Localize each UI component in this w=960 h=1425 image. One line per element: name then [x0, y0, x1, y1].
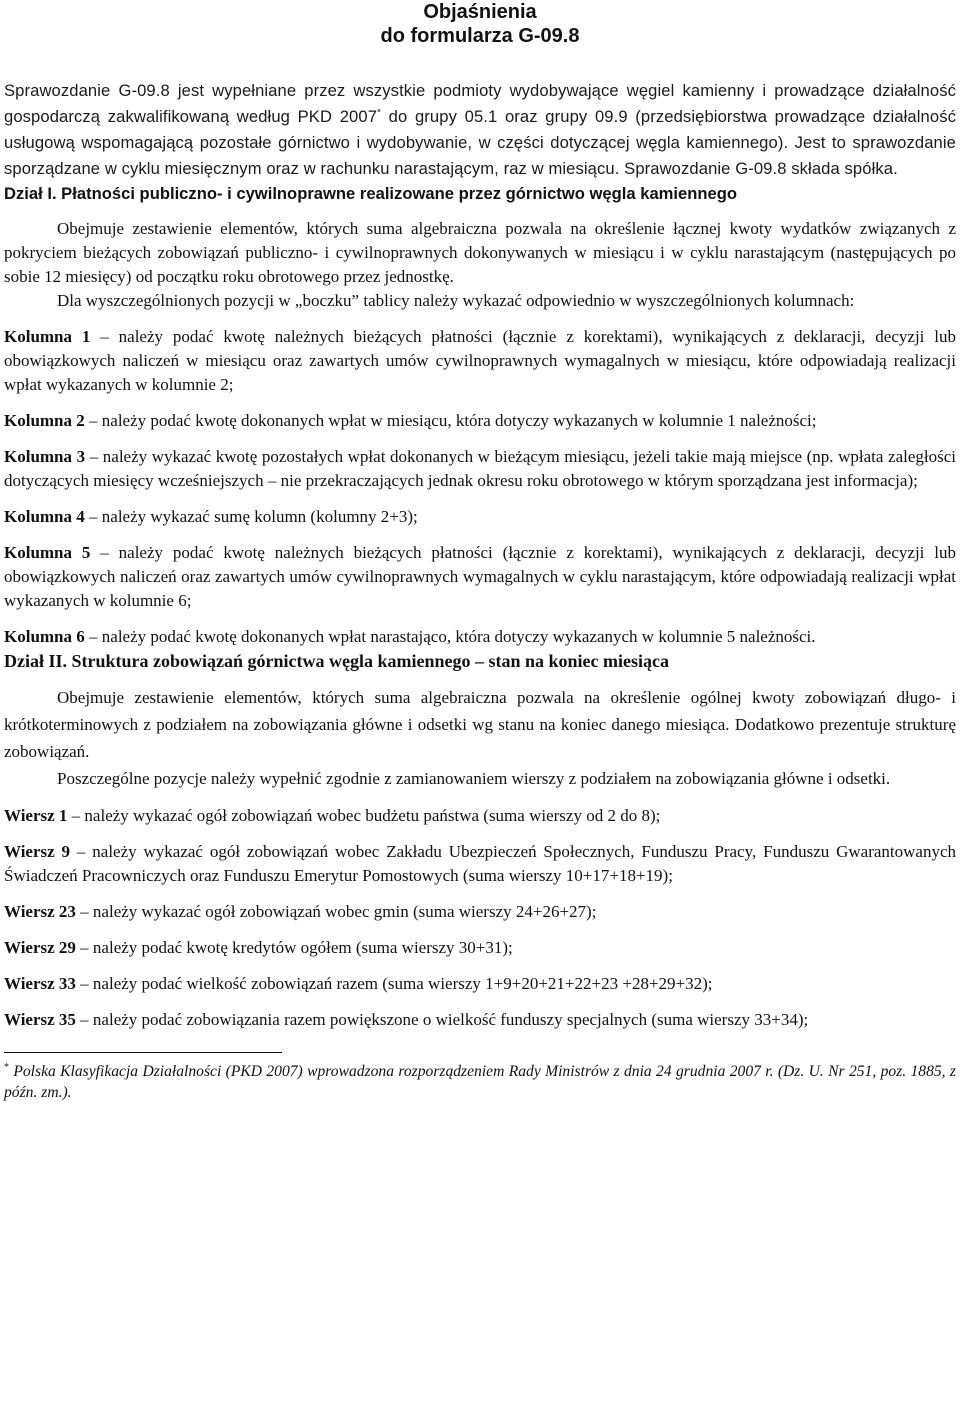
- row-entry-text: – należy podać wielkość zobowiązań razem (suma wierszy 1+9+20+21+22+23 +28+29+32);: [75, 974, 713, 993]
- column-entry-text: – należy podać kwotę należnych bieżących płatności (łącznie z korektami), wynikających z deklaracji, decyzji lub obowiązkowych naliczeń oraz zawartych umów cywilnoprawnych wymagalnych w cyklu narastającym, które odpowiadają realizacji wpłat wykazanych w kolumnie 6;: [4, 543, 956, 610]
- section-2-label: Dział II.: [4, 651, 67, 671]
- section-1-column-list: [4, 325, 956, 649]
- section-2-paragraph-2: Poszczególne pozycje należy wypełnić zgodnie z zamianowaniem wierszy z podziałem na zobowiązania główne i odsetki.: [57, 769, 891, 788]
- column-entry-label: Kolumna 1: [4, 327, 91, 346]
- column-entry: [4, 505, 956, 529]
- section-1-heading: [4, 182, 956, 206]
- section-1-paragraph-1: Obejmuje zestawienie elementów, których suma algebraiczna pozwala na określenie łącznej kwoty wydatków związanych z pokryciem bieżących zobowiązań publiczno- i cywilnoprawnych dokonywanych w miesiącu i w cyklu narastającym (następujących po sobie 12 miesięcy) od początku roku obrotowego przez jednostkę.: [4, 219, 956, 286]
- document-title: [4, 0, 956, 48]
- footnote-reference: *: [377, 107, 382, 119]
- intro-paragraph: [4, 78, 956, 182]
- column-entry-label: Kolumna 4: [4, 507, 85, 526]
- row-entry: [4, 1008, 956, 1032]
- row-entry-label: Wiersz 23: [4, 902, 76, 921]
- section-2-title: Struktura zobowiązań górnictwa węgla kamiennego – stan na koniec miesiąca: [67, 651, 669, 671]
- column-entry-label: Kolumna 5: [4, 543, 91, 562]
- row-entry-text: – należy wykazać ogół zobowiązań wobec Zakładu Ubezpieczeń Społecznych, Funduszu Pracy, Funduszu Gwarantowanych Świadczeń Pracowniczych oraz Funduszu Emerytur Pomostowych (suma wierszy 10+17+18+19);: [4, 842, 957, 885]
- column-entry-text: – należy wykazać kwotę pozostałych wpłat dokonanych w bieżącym miesiącu, jeżeli takie mają miejsce (np. wpłata zaległości dotyczących miesięcy wcześniejszych – nie przekraczających jednak okresu roku obrotowego w którym sporządzana jest informacja);: [4, 447, 956, 490]
- section-1-title: Płatności publiczno- i cywilnoprawne realizowane przez górnictwo węgla kamiennego: [56, 184, 738, 203]
- column-entry-text: – należy podać kwotę dokonanych wpłat narastająco, która dotyczy wykazanych w kolumnie 5 należności.: [84, 627, 816, 646]
- column-entry: [4, 325, 956, 397]
- section-2-paragraph-1: Obejmuje zestawienie elementów, których suma algebraiczna pozwala na określenie ogólnej kwoty zobowiązań długo- i krótkoterminowych z podziałem na zobowiązania główne i odsetki wg stanu na koniec danego miesiąca. Dodatkowo prezentuje strukturę zobowiązań.: [4, 688, 956, 761]
- column-entry: [4, 409, 956, 433]
- column-entry-text: – należy podać kwotę dokonanych wpłat w miesiącu, która dotyczy wykazanych w kolumnie 1 należności;: [84, 411, 817, 430]
- section-1-label: Dział I.: [4, 184, 57, 203]
- row-entry: [4, 900, 956, 924]
- section-2-heading: [4, 649, 956, 673]
- footnote-marker: *: [4, 1061, 9, 1073]
- row-entry-label: Wiersz 9: [4, 842, 71, 861]
- column-entry: [4, 445, 956, 493]
- row-entry: [4, 936, 956, 960]
- intro-text-a: Sprawozdanie G-09.8 jest wypełniane przez wszystkie podmioty wydobywające węgiel kamienny i prowadzące działalność gospodarczą zakwalifikowaną według PKD 2007: [4, 81, 956, 126]
- section-1-paragraph-2: Dla wyszczególnionych pozycji w „boczku” tablicy należy wykazać odpowiednio w wyszczególnionych kolumnach:: [57, 291, 855, 310]
- row-entry-label: Wiersz 33: [4, 974, 76, 993]
- row-entry-text: – należy wykazać ogół zobowiązań wobec gmin (suma wierszy 24+26+27);: [75, 902, 597, 921]
- column-entry-text: – należy wykazać sumę kolumn (kolumny 2+3);: [84, 507, 418, 526]
- row-entry-text: – należy podać kwotę kredytów ogółem (suma wierszy 30+31);: [75, 938, 513, 957]
- row-entry-text: – należy podać zobowiązania razem powiększone o wielkość funduszy specjalnych (suma wierszy 33+34);: [75, 1010, 809, 1029]
- title-line-2: do formularza G-09.8: [380, 25, 580, 47]
- title-line-1: Objaśnienia: [423, 1, 537, 23]
- column-entry-text: – należy podać kwotę należnych bieżących płatności (łącznie z korektami), wynikających z deklaracji, decyzji lub obowiązkowych naliczeń w miesiącu oraz zawartych umów cywilnoprawnych wymagalnych w miesiącu, które odpowiadają realizacji wpłat wykazanych w kolumnie 2;: [4, 327, 956, 394]
- row-entry: [4, 804, 956, 828]
- column-entry: [4, 541, 956, 613]
- column-entry: [4, 625, 956, 649]
- row-entry-label: Wiersz 29: [4, 938, 76, 957]
- intro-text-b: do grupy 05.1 oraz grupy 09.9 (przedsiębiorstwa prowadzące działalność usługową wspomagającą pozostałe górnictwo i wydobywanie, w części dotyczącej węgla kamiennego). Jest to sprawozdanie sporządzane w cyklu miesięcznym oraz w rachunku narastającym, raz w miesiącu. Sprawozdanie G-09.8 składa spółka.: [4, 107, 957, 178]
- footnote-divider: [4, 1052, 282, 1053]
- column-entry-label: Kolumna 6: [4, 627, 85, 646]
- row-entry-label: Wiersz 35: [4, 1010, 76, 1029]
- row-entry: [4, 840, 956, 888]
- row-entry-label: Wiersz 1: [4, 806, 68, 825]
- row-entry: [4, 972, 956, 996]
- section-2-row-list: [4, 804, 956, 1032]
- footnote: [4, 1061, 956, 1103]
- column-entry-label: Kolumna 3: [4, 447, 86, 466]
- column-entry-label: Kolumna 2: [4, 411, 85, 430]
- row-entry-text: – należy wykazać ogół zobowiązań wobec budżetu państwa (suma wierszy od 2 do 8);: [67, 806, 661, 825]
- footnote-text: Polska Klasyfikacja Działalności (PKD 2007) wprowadzona rozporządzeniem Rady Ministrów z dnia 24 grudnia 2007 r. (Dz. U. Nr 251, poz. 1885, z późn. zm.).: [4, 1063, 956, 1101]
